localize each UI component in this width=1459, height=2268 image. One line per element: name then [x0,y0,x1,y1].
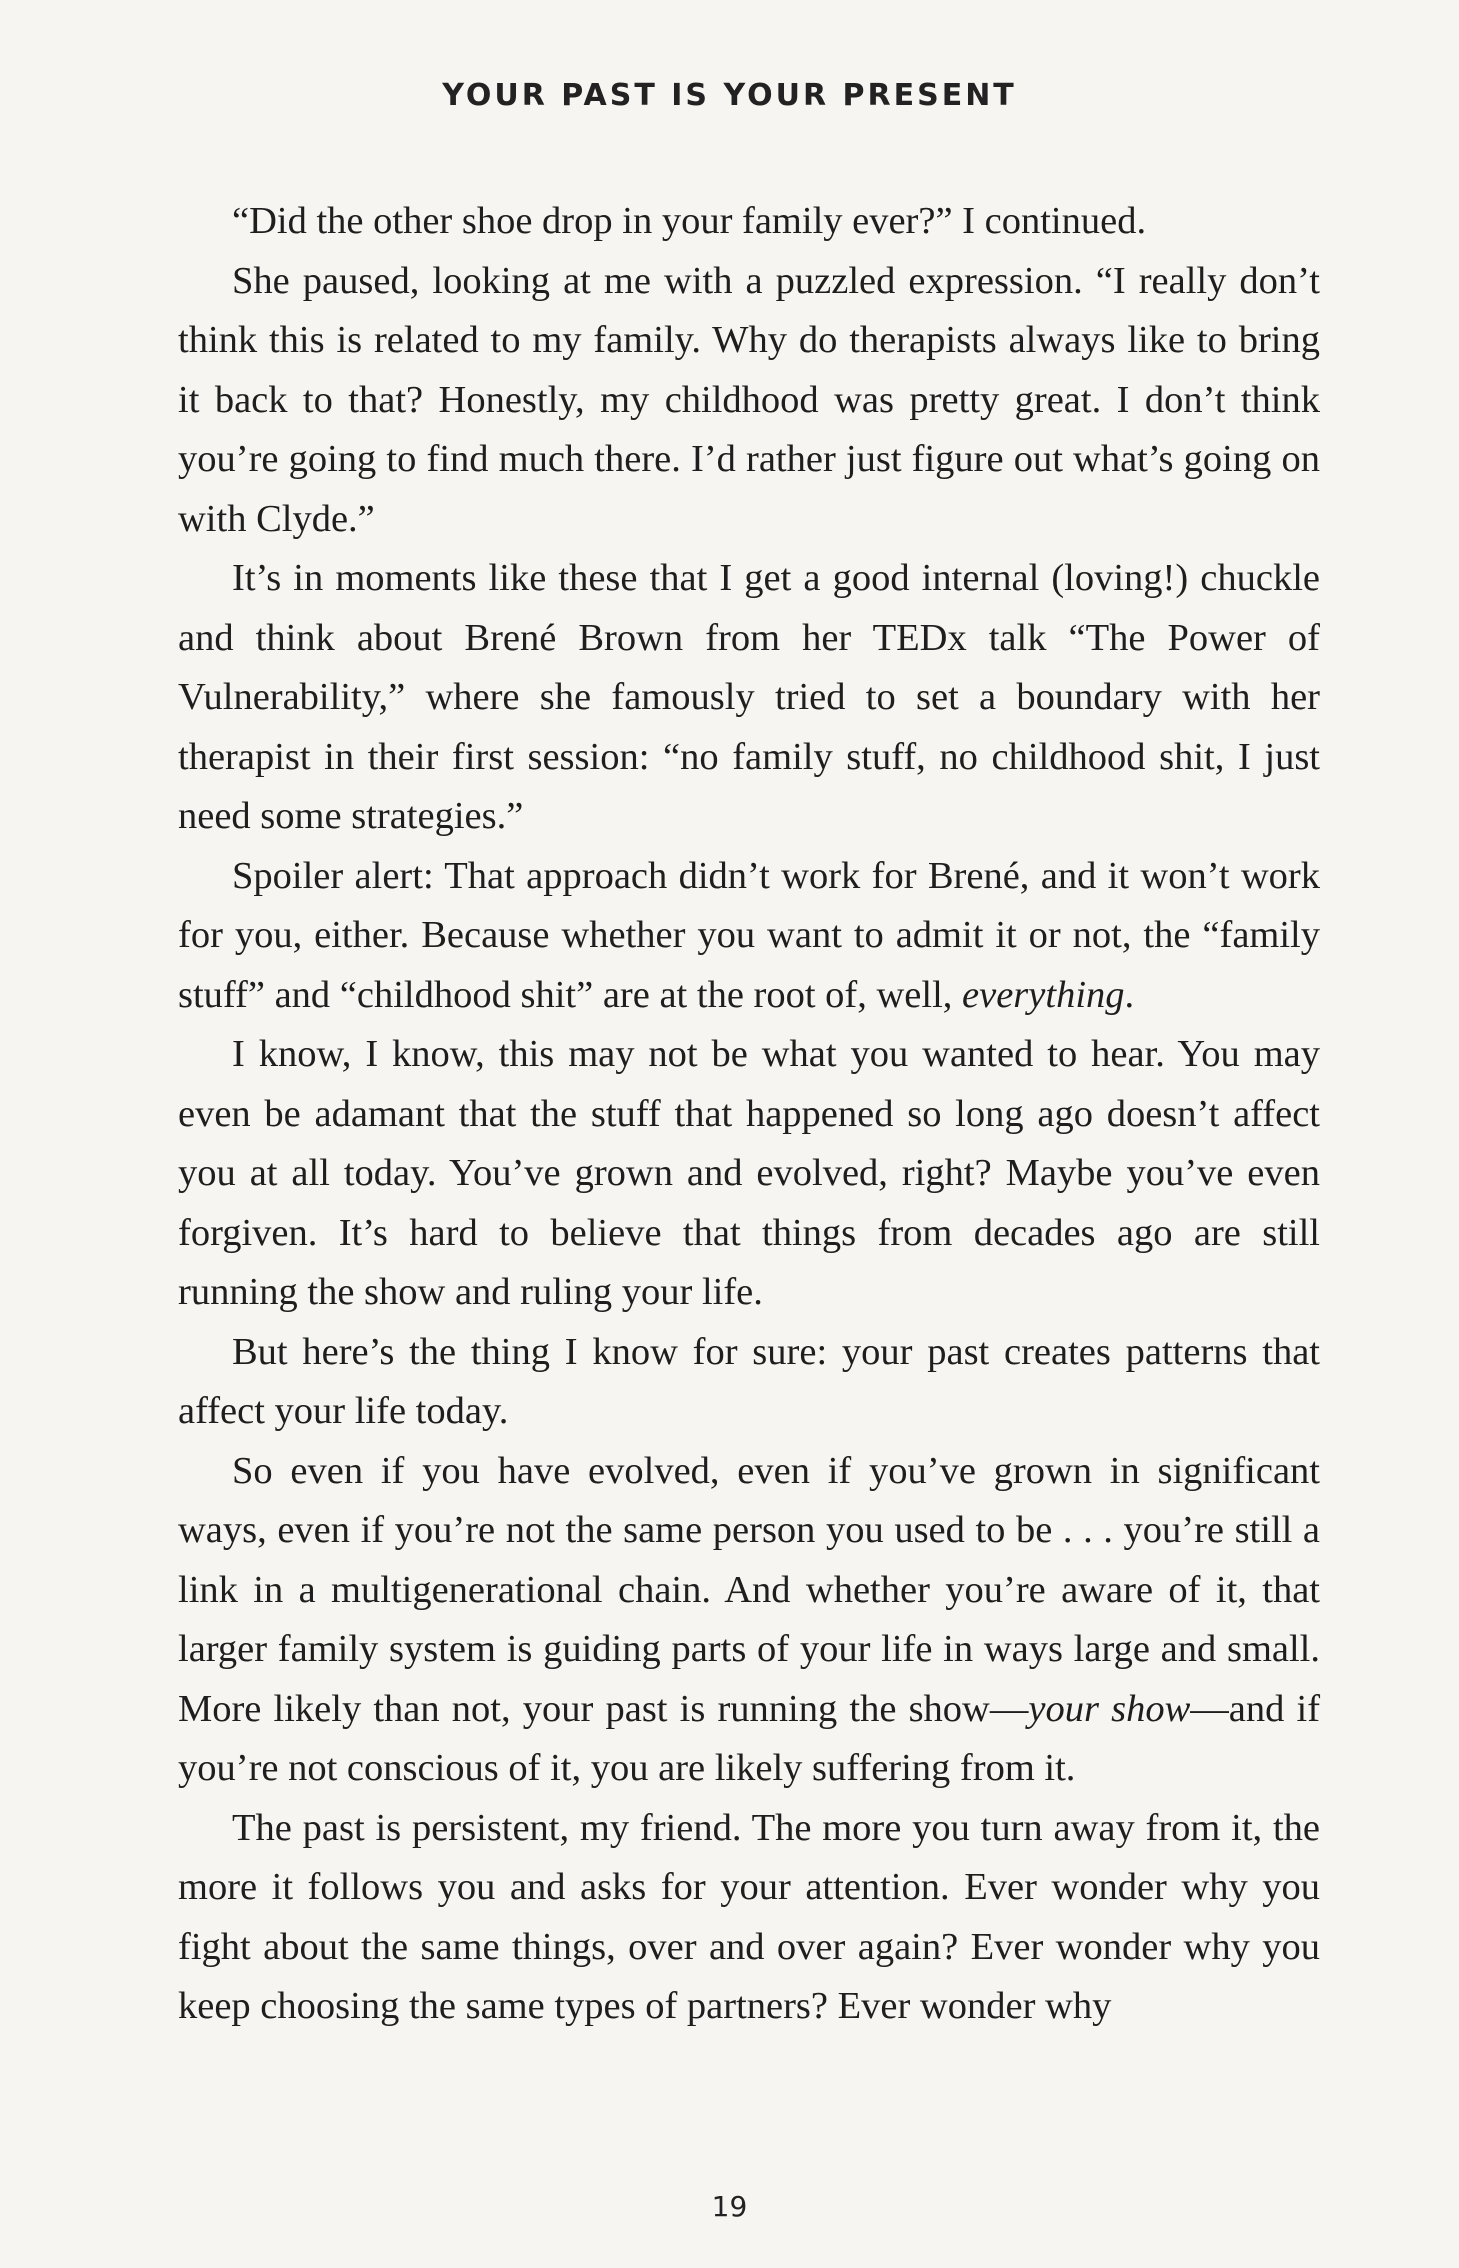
paragraph-7-end: —and if you’re not conscious of it, you are likely suffering from it. [178,1687,1321,1789]
paragraph-4 [178,847,1320,1026]
paragraph-5: I know, I know, this may not be what you wanted to hear. You may even be adamant that the stuff that happened so long ago doesn’t affect you at all today. You’ve grown and evolved, right? Maybe you’ve even forgiven. It’s hard to believe that things from decades ago are still running the show and ruling your life. [178,1033,1320,1313]
paragraph-4-text: Spoiler alert: That approach didn’t work for Brené, and it won’t work for you, either. Because whether you want to admit it or not, the “family stuff” and “childhood shit” are at the root of, well, [178,854,1320,1016]
running-head: YOUR PAST IS YOUR PRESENT [442,78,1017,113]
body-text [178,192,1320,2037]
paragraph-2: She paused, looking at me with a puzzled expression. “I really don’t think this is related to my family. Why do therapists always like to bring it back to that? Honestly, my childhood was pretty great. I don’t think you’re going to find much there. I’d rather just figure out what’s going on with Clyde.” [178,259,1320,540]
paragraph-3: It’s in moments like these that I get a good internal (loving!) chuckle and think about Brené Brown from her TEDx talk “The Power of Vulnerability,” where she famously tried to set a boundary with her therapist in their first session: “no family stuff, no childhood shit, I just need some strategies.” [178,557,1320,837]
paragraph-4-emphasis: everything [962,973,1125,1016]
paragraph-7-text: So even if you have evolved, even if you’ve grown in significant ways, even if you’re not the same person you used to be . . . you’re still a link in a multigenerational chain. And whether you’re aware of it, that larger family system is guiding parts of your life in ways large and small. More likely than not, your past is running the show— [178,1449,1320,1730]
paragraph-7 [178,1442,1320,1799]
paragraph-7-emphasis: your show [1028,1687,1191,1730]
paragraph-8: The past is persistent, my friend. The more you turn away from it, the more it follows you and asks for your attention. Ever wonder why you fight about the same things, over and over again? Ever wonder why you keep choosing the same types of partners? Ever wonder why [178,1806,1320,2027]
paragraph-6: But here’s the thing I know for sure: your past creates patterns that affect your life today. [178,1330,1320,1432]
paragraph-4-end: . [1124,973,1135,1016]
paragraph-1: “Did the other shoe drop in your family ever?” I continued. [232,200,1147,242]
page-number: 19 [711,2190,748,2223]
